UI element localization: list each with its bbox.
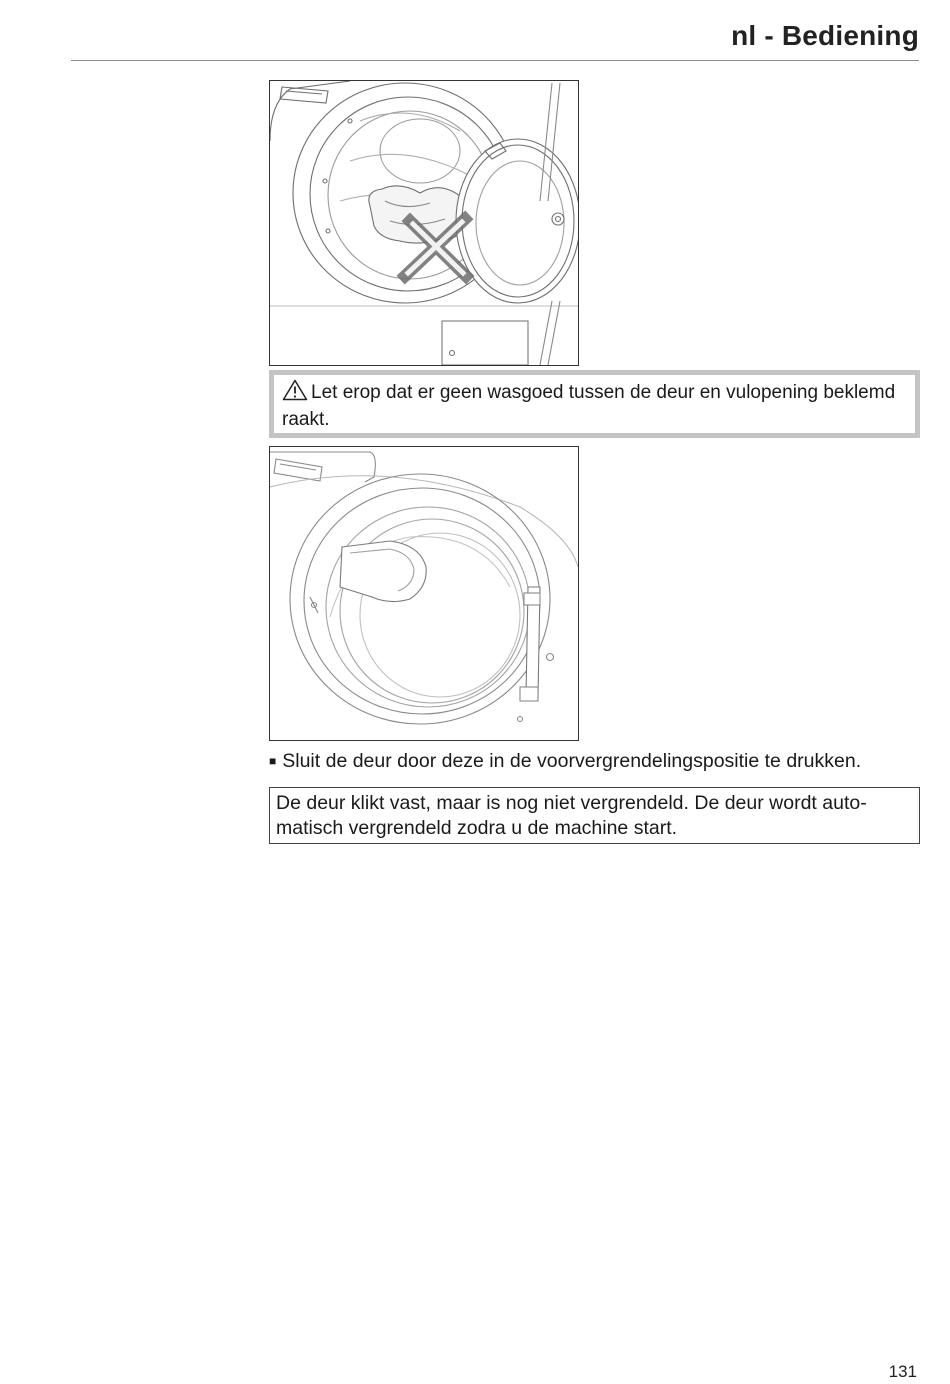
header-divider bbox=[71, 60, 919, 61]
instruction-text: Sluit de deur door deze in de voorvergrendelingspositie te drukken. bbox=[282, 750, 862, 772]
warning-triangle-icon bbox=[282, 379, 308, 408]
bullet-marker: ■ bbox=[269, 754, 277, 768]
washer-door-closing-illustration bbox=[270, 447, 578, 740]
page-header-title: nl - Bediening bbox=[731, 20, 919, 51]
figure-door-open-laundry-trapped bbox=[269, 80, 579, 366]
washer-door-open-laundry-trapped-illustration bbox=[270, 81, 578, 365]
warning-box bbox=[269, 370, 920, 438]
instruction-item bbox=[269, 748, 929, 774]
note-box bbox=[269, 787, 920, 844]
page-number: 131 bbox=[888, 1362, 917, 1381]
note-text: De deur klikt vast, maar is nog niet vergrendeld. De deur wordt automatisch vergrendeld zodra u de machine start. bbox=[276, 792, 867, 839]
warning-text: Let erop dat er geen wasgoed tussen de deur en vulopening beklemd raakt. bbox=[282, 382, 896, 430]
figure-door-closing bbox=[269, 446, 579, 741]
